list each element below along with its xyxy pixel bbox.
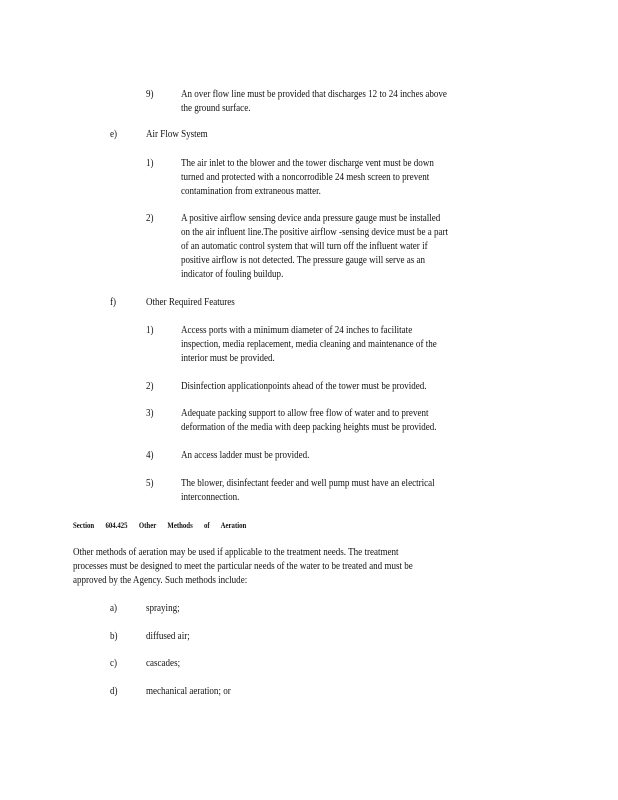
section-f-item-1-line-3: interior must be provided. xyxy=(181,353,275,364)
section-f-item-2-number: 2) xyxy=(146,381,154,392)
section-604-heading: Section 604.425 Other Methods of Aeration xyxy=(73,520,247,530)
section-f-letter: f) xyxy=(110,297,117,308)
section-e-item-1-number: 1) xyxy=(146,158,154,169)
section-e-item-2-line-4: positive airflow is not detected. The pressure gauge will serve as an xyxy=(181,255,426,266)
method-a-letter: a) xyxy=(110,603,118,614)
section-604-body-line-3: approved by the Agency. Such methods include: xyxy=(73,575,248,586)
section-e-item-2-line-1: A positive airflow sensing device anda pressure gauge must be installed xyxy=(181,213,441,224)
section-f-item-4-line-1: An access ladder must be provided. xyxy=(181,450,310,461)
section-e-item-1-line-2: turned and protected with a noncorrodible 24 mesh screen to prevent xyxy=(181,172,430,183)
section-604-body-line-1: Other methods of aeration may be used if applicable to the treatment needs. The treatment xyxy=(73,547,399,558)
method-c-text: cascades; xyxy=(146,658,181,669)
section-f-item-5-line-2: interconnection. xyxy=(181,492,240,503)
section-604-body-line-2: processes must be designed to meet the particular needs of the water to be treated and must be xyxy=(73,561,413,572)
method-b-letter: b) xyxy=(110,631,118,642)
item-9-line-1: An over flow line must be provided that discharges 12 to 24 inches above xyxy=(181,89,447,100)
section-e-item-1-line-3: contamination from extraneous matter. xyxy=(181,186,321,197)
method-a-text: spraying; xyxy=(146,603,180,614)
section-f-title: Other Required Features xyxy=(146,297,235,308)
section-e-item-2-line-3: of an automatic control system that will turn off the influent water if xyxy=(181,241,428,252)
method-d-text: mechanical aeration; or xyxy=(146,686,231,697)
method-c-letter: c) xyxy=(110,658,118,669)
section-f-item-1-number: 1) xyxy=(146,325,154,336)
method-b-text: diffused air; xyxy=(146,631,190,642)
section-f-item-2-line-1: Disinfection applicationpoints ahead of the tower must be provided. xyxy=(181,381,427,392)
section-f-item-3-line-1: Adequate packing support to allow free flow of water and to prevent xyxy=(181,408,429,419)
section-e-item-1-line-1: The air inlet to the blower and the tower discharge vent must be down xyxy=(181,158,434,169)
section-f-item-3-line-2: deformation of the media with deep packing heights must be provided. xyxy=(181,422,437,433)
item-9-line-2: the ground surface. xyxy=(181,103,251,114)
section-f-item-5-number: 5) xyxy=(146,478,154,489)
section-f-item-4-number: 4) xyxy=(146,450,154,461)
section-e-title: Air Flow System xyxy=(146,129,208,140)
section-f-item-1-line-1: Access ports with a minimum diameter of 24 inches to facilitate xyxy=(181,325,413,336)
section-e-item-2-line-2: on the air influent line.The positive airflow -sensing device must be a part xyxy=(181,227,449,238)
section-e-item-2-line-5: indicator of fouling buildup. xyxy=(181,269,284,280)
method-d-letter: d) xyxy=(110,686,118,697)
item-9-number: 9) xyxy=(146,89,154,100)
section-f-item-3-number: 3) xyxy=(146,408,154,419)
section-f-item-1-line-2: inspection, media replacement, media cleaning and maintenance of the xyxy=(181,339,437,350)
section-e-item-2-number: 2) xyxy=(146,213,154,224)
section-e-letter: e) xyxy=(110,129,118,140)
section-f-item-5-line-1: The blower, disinfectant feeder and well pump must have an electrical xyxy=(181,478,435,489)
